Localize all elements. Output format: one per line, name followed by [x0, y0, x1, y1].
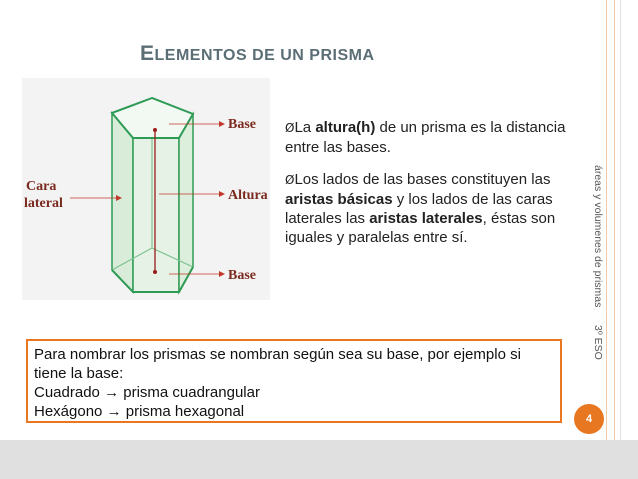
height-top-point — [153, 128, 157, 132]
divider-line — [620, 0, 621, 440]
label-cara: Cara — [26, 179, 57, 194]
label-base-top: Base — [228, 117, 256, 132]
label-base-bottom: Base — [228, 268, 256, 283]
bottom-bar — [0, 440, 638, 479]
lateral-face — [179, 114, 193, 292]
bullet-arrow-icon: Ø — [285, 121, 295, 135]
divider-line — [614, 0, 615, 440]
prism-diagram — [22, 78, 270, 300]
height-bottom-point — [153, 270, 157, 274]
naming-callout: Para nombrar los prismas se nombran según sea su base, por ejemplo si tiene la base: Cuadrado → prisma cuadrangular Hexágono → prisma hexagonal — [26, 339, 562, 423]
side-footer — [588, 165, 610, 365]
lateral-face — [112, 113, 133, 292]
label-lateral: lateral — [24, 196, 63, 211]
arrow-right-icon: → — [106, 403, 122, 420]
arrow-right-icon: → — [104, 384, 120, 401]
bullet-arrow-icon: Ø — [285, 173, 295, 187]
slide-title: ELEMENTOS DE UN PRISMA — [140, 42, 375, 65]
label-altura: Altura — [228, 188, 268, 203]
prism-figure — [22, 78, 270, 300]
bullet-list — [285, 118, 595, 260]
bullet-height: ØLa altura(h) de un prisma es la distancia entre las bases. — [285, 119, 566, 156]
side-label-topic: áreas y volumenes de prismas — [592, 165, 604, 308]
side-label-course: 3º ESO — [592, 325, 604, 360]
bullet-edges: ØLos lados de las bases constituyen las aristas básicas y los lados de las caras laterales las aristas laterales, éstas son iguales y paralelas entre sí. — [285, 171, 556, 246]
page-number: 4 — [574, 404, 604, 434]
lateral-face — [133, 138, 179, 292]
